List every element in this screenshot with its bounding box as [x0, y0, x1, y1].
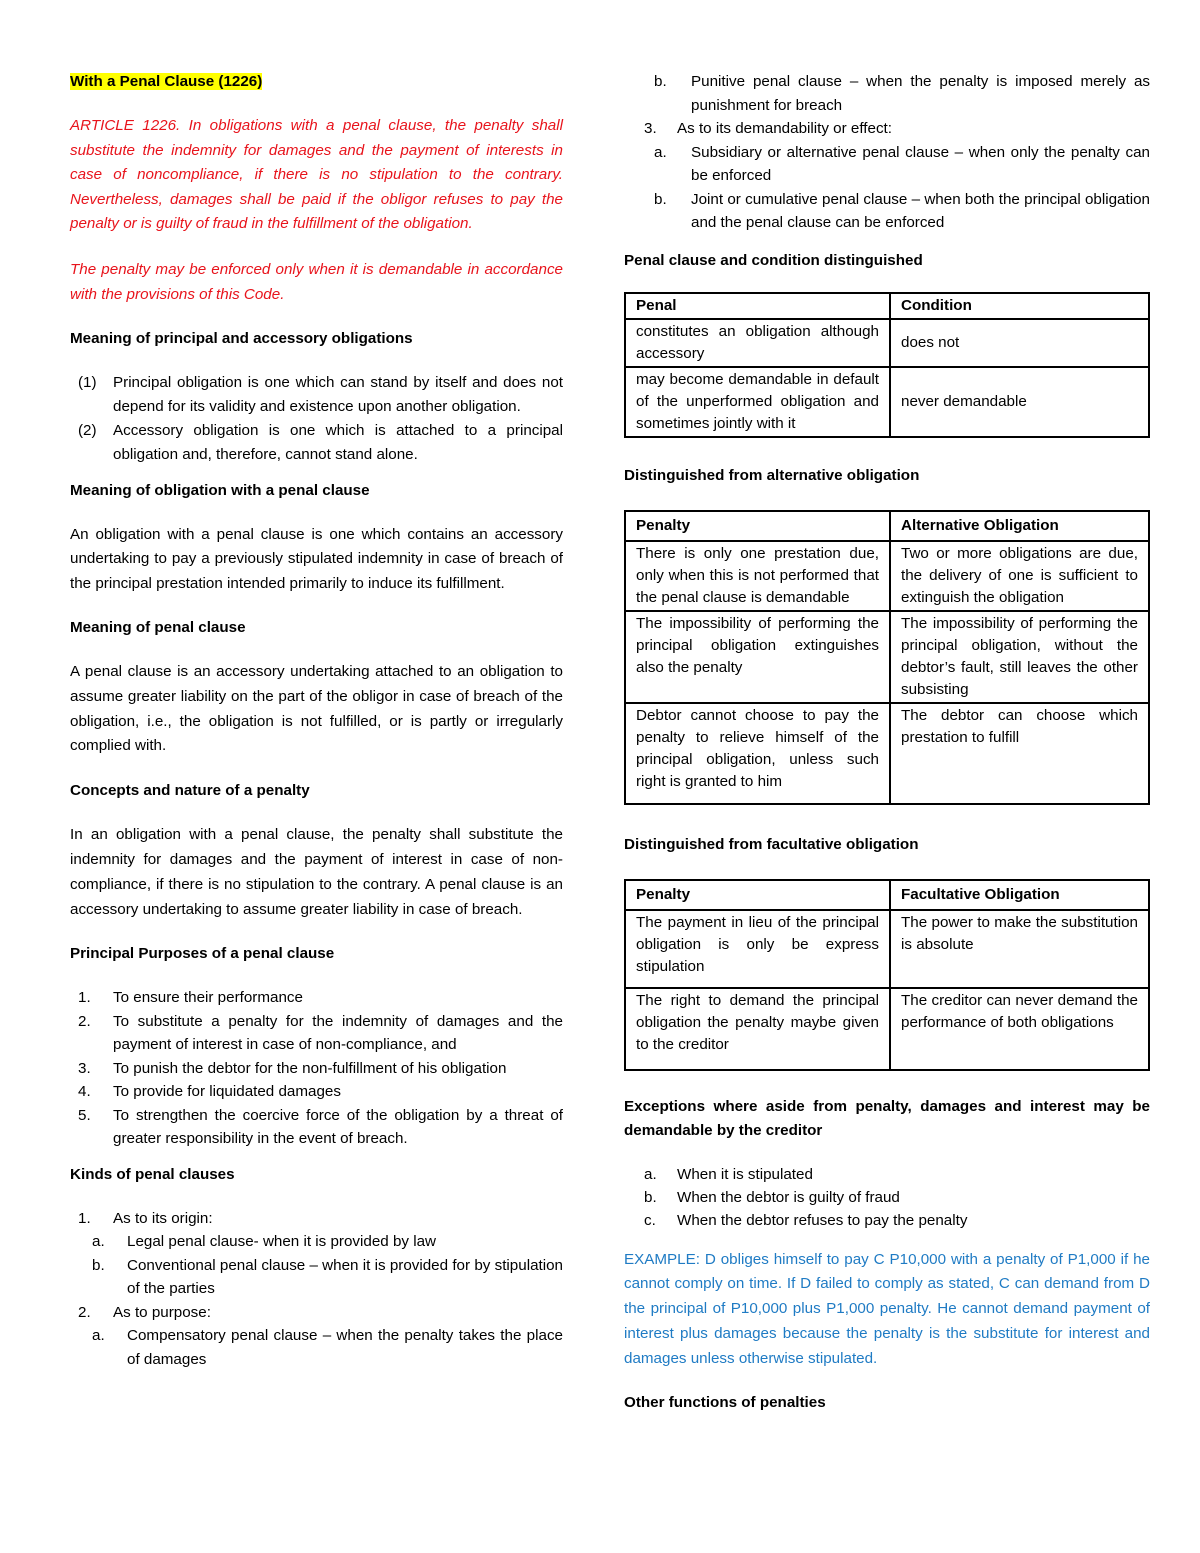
list-item [70, 419, 563, 467]
exceptions-list [624, 1163, 1150, 1232]
example-paragraph: EXAMPLE: D obliges himself to pay C P10,000 with a penalty of P1,000 if he cannot comply on time. If D failed to comply as stated, C can demand from D the principal of P10,000 plus P1,000 penalty. He cannot demand payment of interest plus damages because the penalty is the substitute for interest and damages unless otherwise stipulated. [624, 1250, 1150, 1367]
list-marker: (1) [78, 373, 97, 391]
list-marker: b. [644, 1188, 657, 1206]
list-marker: a. [92, 1327, 105, 1345]
list-item [70, 1057, 563, 1081]
list-item [624, 141, 1150, 188]
list-marker: 1. [78, 1209, 91, 1227]
list-marker: 4. [78, 1083, 91, 1101]
table-header-cell: Condition [890, 293, 1149, 319]
list-item-text: To ensure their performance [113, 989, 303, 1007]
table-cell: The impossibility of performing the principal obligation extinguishes also the penalty [625, 611, 890, 703]
list-item-text: Accessory obligation is one which is attached to a principal obligation and, therefore, cannot stand alone. [113, 421, 563, 463]
table-cell: may become demandable in default of the unperformed obligation and sometimes jointly with it [625, 367, 890, 437]
list-item-text: Conventional penal clause – when it is provided for by stipulation of the parties [127, 1256, 563, 1298]
meaning-penal-text: A penal clause is an accessory undertaking attached to an obligation to assume greater liability on the part of the obligor in case of breach of the obligation, i.e., the obligation is not fulfilled, or is partly or irregularly complied with. [70, 663, 563, 755]
list-marker: b. [654, 190, 667, 208]
list-item [70, 986, 563, 1010]
table-cell: The right to demand the principal obligation the penalty maybe given to the creditor [625, 988, 890, 1070]
table-row [625, 703, 1149, 804]
table-cell: The payment in lieu of the principal obligation is only be express stipulation [625, 910, 890, 988]
list-marker: 2. [78, 1012, 91, 1030]
article-paragraph-1: ARTICLE 1226. In obligations with a penal clause, the penalty shall substitute the indemnity for damages and the payment of interests in case of noncompliance, if there is no stipulation to the contrary. Nevertheless, damages shall be paid if the obligor refuses to pay the penalty or is guilty of fraud in the fulfillment of the obligation. [70, 117, 563, 232]
penal-condition-table [624, 292, 1150, 438]
meaning-obligation-text: An obligation with a penal clause is one which contains an accessory undertaking to pay a previously stipulated indemnity in case of breach of the principal prestation intended primarily to induce its fulfillment. [70, 525, 563, 592]
table-header-cell: Penal [625, 293, 890, 319]
table-header-row [625, 293, 1149, 319]
table-row [625, 541, 1149, 611]
list-item [624, 1163, 1150, 1186]
meaning-obligation-title: Meaning of obligation with a penal clause [70, 481, 370, 499]
list-item [70, 1010, 563, 1057]
list-item [70, 1230, 563, 1254]
list-item-text: As to purpose: [113, 1303, 211, 1321]
table-row [625, 367, 1149, 437]
list-item [624, 70, 1150, 117]
concepts-text: In an obligation with a penal clause, the penalty shall substitute the indemnity for damages and the payment of interest in case of non-compliance, if there is no stipulation to the contrary. A penal clause is an accessory undertaking to assume greater liability in case of breach. [70, 826, 563, 918]
list-item-text: As to its demandability or effect: [677, 120, 892, 137]
list-item-text: To provide for liquidated damages [113, 1083, 341, 1101]
list-marker: a. [92, 1233, 105, 1251]
table-header-cell: Alternative Obligation [890, 511, 1149, 541]
table-row [625, 611, 1149, 703]
list-item-text: Legal penal clause- when it is provided by law [127, 1233, 436, 1251]
list-item [70, 371, 563, 419]
kinds-list [70, 1207, 563, 1372]
list-marker: 3. [644, 120, 657, 137]
table3-title: Distinguished from facultative obligation [624, 835, 919, 853]
table-cell: does not [890, 319, 1149, 367]
list-item [70, 1254, 563, 1301]
right-column [624, 70, 1150, 1415]
list-item-text: To strengthen the coercive force of the obligation by a threat of greater responsibility in the event of breach. [113, 1106, 563, 1148]
table-header-cell: Penalty [625, 511, 890, 541]
table-cell: Debtor cannot choose to pay the penalty to relieve himself of the principal obligation, unless such right is granted to him [625, 703, 890, 804]
list-marker: a. [644, 1165, 657, 1183]
table-header-row [625, 880, 1149, 910]
alternative-obligation-table [624, 510, 1150, 805]
table-cell: The debtor can choose which prestation to fulfill [890, 703, 1149, 804]
table-header-row [625, 511, 1149, 541]
list-item-text: When the debtor refuses to pay the penalty [677, 1211, 968, 1229]
list-marker: b. [92, 1256, 105, 1274]
kinds-list-continued [624, 70, 1150, 235]
table-cell: The impossibility of performing the principal obligation, without the debtor’s fault, still leaves the other subsisting [890, 611, 1149, 703]
list-item [70, 1080, 563, 1104]
list-item [70, 1207, 563, 1231]
list-item-text: To substitute a penalty for the indemnity of damages and the payment of interest in case of non-compliance, and [113, 1012, 563, 1054]
list-marker: b. [654, 73, 667, 90]
table1-title: Penal clause and condition distinguished [624, 251, 923, 269]
list-item-text: As to its origin: [113, 1209, 213, 1227]
table-cell: never demandable [890, 367, 1149, 437]
list-item [70, 1104, 563, 1151]
list-marker: 1. [78, 989, 91, 1007]
table2-title: Distinguished from alternative obligation [624, 466, 920, 484]
list-item-text: When the debtor is guilty of fraud [677, 1188, 900, 1206]
list-item [624, 1186, 1150, 1209]
list-item-text: When it is stipulated [677, 1165, 813, 1183]
list-item [624, 117, 1150, 141]
concepts-title: Concepts and nature of a penalty [70, 782, 310, 800]
list-marker: 3. [78, 1059, 91, 1077]
meaning-principal-title: Meaning of principal and accessory obligations [70, 329, 413, 347]
list-item [70, 1301, 563, 1325]
list-item-text: Joint or cumulative penal clause – when both the principal obligation and the penal clause can be enforced [691, 190, 1150, 231]
article-paragraph-2: The penalty may be enforced only when it is demandable in accordance with the provisions of this Code. [70, 260, 563, 303]
list-item-text: Principal obligation is one which can stand by itself and does not depend for its validity and existence upon another obligation. [113, 373, 563, 415]
other-functions-title: Other functions of penalties [624, 1394, 826, 1412]
table-header-cell: Facultative Obligation [890, 880, 1149, 910]
table-row [625, 910, 1149, 988]
list-marker: c. [644, 1211, 656, 1229]
table-cell: The creditor can never demand the performance of both obligations [890, 988, 1149, 1070]
list-item [624, 188, 1150, 235]
list-item-text: To punish the debtor for the non-fulfillment of his obligation [113, 1059, 507, 1077]
list-marker: a. [654, 143, 667, 161]
list-item [70, 1324, 563, 1371]
table-cell: There is only one prestation due, only when this is not performed that the penal clause is demandable [625, 541, 890, 611]
list-marker: (2) [78, 421, 97, 439]
table-cell: constitutes an obligation although accessory [625, 319, 890, 367]
table-cell: Two or more obligations are due, the delivery of one is sufficient to extinguish the obligation [890, 541, 1149, 611]
table-header-cell: Penalty [625, 880, 890, 910]
purposes-title: Principal Purposes of a penal clause [70, 945, 335, 963]
table-row [625, 988, 1149, 1070]
list-item-text: Punitive penal clause – when the penalty is imposed merely as punishment for breach [691, 73, 1150, 114]
table-row [625, 319, 1149, 367]
meaning-penal-title: Meaning of penal clause [70, 619, 246, 636]
purposes-list [70, 986, 563, 1151]
exceptions-title: Exceptions where aside from penalty, damages and interest may be demandable by the creditor [624, 1097, 1150, 1139]
left-column [70, 70, 563, 1371]
meaning-principal-list [70, 371, 563, 467]
section-heading: With a Penal Clause (1226) [70, 73, 263, 90]
list-item-text: Compensatory penal clause – when the penalty takes the place of damages [127, 1327, 563, 1368]
kinds-title: Kinds of penal clauses [70, 1165, 235, 1183]
list-item-text: Subsidiary or alternative penal clause – when only the penalty can be enforced [691, 143, 1150, 184]
table-cell: The power to make the substitution is absolute [890, 910, 1149, 988]
list-item [624, 1209, 1150, 1232]
list-marker: 5. [78, 1106, 91, 1124]
facultative-obligation-table [624, 879, 1150, 1071]
list-marker: 2. [78, 1303, 91, 1321]
